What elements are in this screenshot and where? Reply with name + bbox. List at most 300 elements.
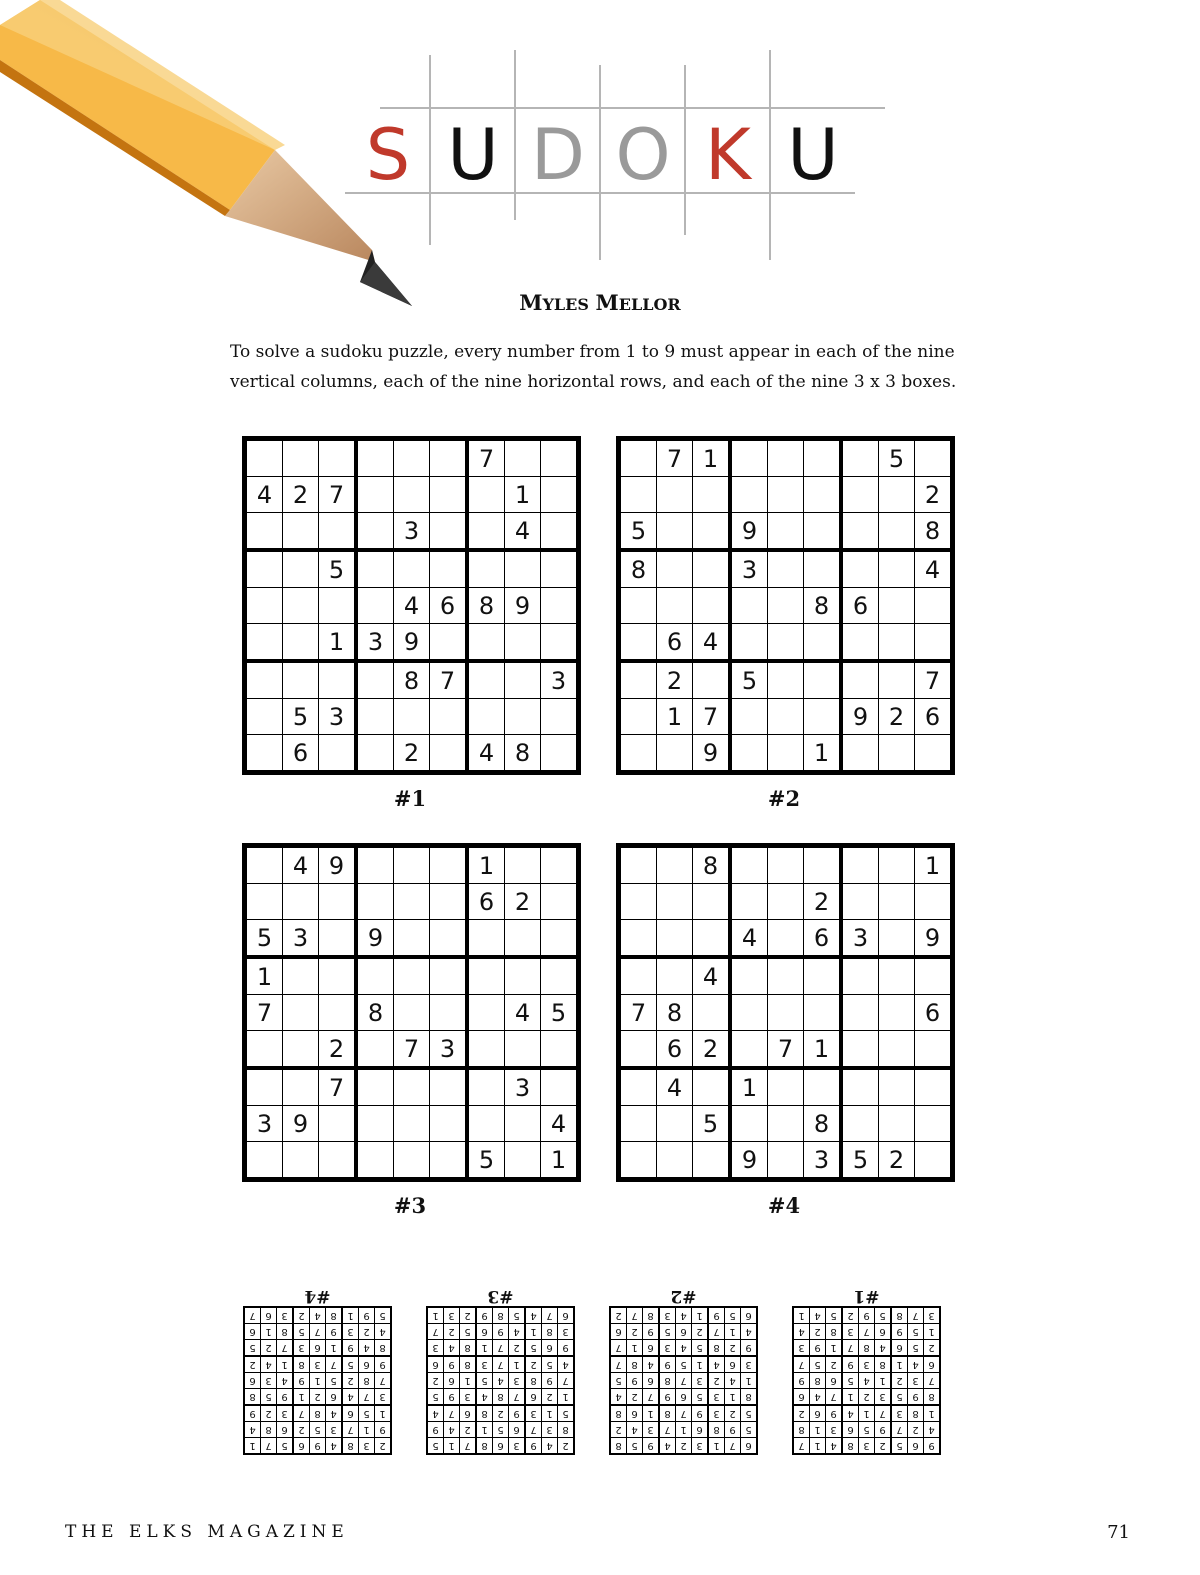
solution-cell-r9c4: 5 [509,1307,526,1324]
puzzle-cell-r8c7 [467,699,505,735]
puzzle-cell-r7c2 [283,661,319,699]
solution-cell-r9c8: 7 [627,1307,643,1324]
puzzle-cell-r2c7 [841,884,879,920]
solution-cell-r2c4: 3 [326,1422,343,1438]
puzzle-cell-r1c5 [768,441,804,477]
puzzle-cell-r6c6: 1 [804,1031,842,1069]
solution-cell-r1c6: 8 [842,1438,859,1455]
solution-cell-r6c5: 5 [676,1356,692,1373]
puzzle-cell-r3c6 [430,513,468,551]
solution-cell-r7c8: 1 [627,1340,643,1357]
puzzle-cell-r8c9 [915,1106,951,1142]
puzzle-cell-r1c4 [356,441,394,477]
solution-cell-r9c2: 9 [359,1307,375,1324]
solution-1 [792,1282,941,1455]
solution-cell-r5c5: 1 [310,1373,326,1389]
puzzle-cell-r2c1 [621,884,657,920]
solution-cell-r5c1: 7 [558,1373,575,1389]
solution-cell-r2c4: 6 [692,1422,709,1438]
solution-cell-r7c9: 5 [244,1340,261,1357]
puzzle-cell-r7c7 [841,1068,879,1106]
puzzle-cell-r5c1 [247,588,283,624]
puzzle-cell-r3c5 [394,920,430,958]
solution-cell-r8c9: 7 [427,1324,444,1340]
solution-cell-r4c8: 4 [810,1389,826,1406]
solution-cell-r6c2: 6 [725,1356,741,1373]
solution-cell-r2c2: 2 [908,1422,924,1438]
puzzle-cell-r5c3 [319,995,357,1031]
solution-cell-r7c8: 4 [444,1340,460,1357]
solution-cell-r2c5: 5 [859,1422,875,1438]
puzzle-cell-r1c5 [394,848,430,884]
solution-cell-r7c4: 2 [509,1340,526,1357]
puzzle-cell-r5c9: 5 [541,995,577,1031]
solution-cell-r4c3: 4 [342,1389,359,1406]
solution-cell-r9c6: 9 [476,1307,493,1324]
solution-label-4: #4 [304,1286,331,1306]
solution-cell-r8c7: 8 [826,1324,843,1340]
solution-cell-r4c1: 1 [558,1389,575,1406]
puzzle-cell-r7c3: 7 [319,1068,357,1106]
solution-cell-r3c1: 5 [741,1405,758,1422]
solution-cell-r1c4: 4 [326,1438,343,1455]
puzzle-cell-r8c3 [319,1106,357,1142]
solution-cell-r6c8: 4 [261,1356,277,1373]
puzzle-cell-r3c5 [768,513,804,551]
puzzle-cell-r4c1 [621,957,657,995]
solution-cell-r7c2: 4 [359,1340,375,1357]
solution-cell-r3c5: 8 [310,1405,326,1422]
solution-cell-r3c9: 4 [427,1405,444,1422]
puzzle-cell-r9c4 [730,735,768,771]
puzzle-cell-r5c3 [693,995,731,1031]
puzzle-label-3: #3 [393,1193,427,1218]
puzzle-cell-r5c9 [915,588,951,624]
puzzle-cell-r9c8 [879,735,915,771]
puzzle-cell-r2c4 [356,884,394,920]
puzzle-cell-r1c2 [657,848,693,884]
solution-cell-r6c1: 9 [375,1356,392,1373]
puzzle-cell-r5c4 [356,588,394,624]
puzzle-cell-r1c6 [430,848,468,884]
puzzle-cell-r4c9 [915,957,951,995]
title-letter-u2: U [787,114,839,196]
solution-cell-r4c6: 9 [659,1389,676,1406]
puzzle-cell-r8c2: 9 [283,1106,319,1142]
solution-cell-r1c7: 5 [277,1438,294,1455]
solution-cell-r1c4: 3 [692,1438,709,1455]
puzzle-cell-r5c2: 8 [657,995,693,1031]
puzzle-cell-r6c4 [730,624,768,662]
solution-cell-r8c8: 1 [261,1324,277,1340]
solution-cell-r3c6: 4 [842,1405,859,1422]
solution-cell-r2c3: 7 [342,1422,359,1438]
solution-cell-r1c5: 9 [310,1438,326,1455]
puzzle-cell-r6c4 [730,1031,768,1069]
solution-cell-r8c1: 3 [558,1324,575,1340]
puzzle-cell-r2c9 [541,477,577,513]
solution-cell-r5c4: 3 [509,1373,526,1389]
solution-cell-r2c9: 4 [244,1422,261,1438]
solution-cell-r3c5: 2 [493,1405,509,1422]
solution-cell-r8c6: 6 [476,1324,493,1340]
solution-cell-r9c3: 8 [891,1307,908,1324]
puzzle-cell-r7c6: 7 [430,661,468,699]
solution-cell-r8c8: 2 [810,1324,826,1340]
solution-cell-r4c1: 8 [741,1389,758,1406]
puzzle-cell-r6c9 [541,1031,577,1069]
puzzle-cell-r6c8 [505,624,541,662]
solution-cell-r1c7: 7 [460,1438,477,1455]
puzzle-cell-r9c3 [693,1142,731,1178]
puzzle-cell-r9c5 [768,735,804,771]
solution-cell-r7c7: 1 [826,1340,843,1357]
solution-cell-r6c8: 9 [444,1356,460,1373]
solution-cell-r8c3: 1 [525,1324,542,1340]
solution-cell-r6c5: 3 [310,1356,326,1373]
puzzle-cell-r4c6 [430,957,468,995]
puzzle-cell-r9c5: 2 [394,735,430,771]
solution-cell-r8c6: 5 [293,1324,310,1340]
puzzle-cell-r8c2 [657,1106,693,1142]
solution-cell-r4c5: 8 [493,1389,509,1406]
solution-cell-r1c2: 3 [359,1438,375,1455]
puzzle-cell-r7c7 [841,661,879,699]
puzzle-cell-r2c1 [621,477,657,513]
solution-cell-r2c7: 3 [826,1422,843,1438]
solution-cell-r5c9: 6 [244,1373,261,1389]
puzzle-cell-r6c9 [541,624,577,662]
title-letter-d: D [531,114,585,196]
solution-cell-r6c4: 1 [692,1356,709,1373]
solution-cell-r7c5: 7 [493,1340,509,1357]
solution-cell-r4c4: 7 [509,1389,526,1406]
solution-cell-r8c6: 3 [842,1324,859,1340]
solution-cell-r8c2: 8 [542,1324,558,1340]
puzzle-cell-r1c1 [247,441,283,477]
solution-cell-r6c9: 2 [244,1356,261,1373]
solution-cell-r8c3: 3 [342,1324,359,1340]
solution-cell-r8c5: 9 [493,1324,509,1340]
solution-cell-r6c4: 1 [509,1356,526,1373]
puzzle-cell-r3c9 [541,513,577,551]
puzzle-cell-r7c8 [879,1068,915,1106]
solution-cell-r3c2: 2 [725,1405,741,1422]
solution-cell-r3c8: 7 [444,1405,460,1422]
puzzle-cell-r2c9 [541,884,577,920]
solution-cell-r8c4: 9 [326,1324,343,1340]
solution-cell-r7c7: 7 [277,1340,294,1357]
solution-cell-r2c2: 3 [542,1422,558,1438]
puzzle-cell-r3c4: 9 [356,920,394,958]
puzzle-cell-r5c4 [730,588,768,624]
solution-cell-r5c3: 2 [891,1373,908,1389]
solution-cell-r7c4: 5 [692,1340,709,1357]
solution-cell-r1c5: 3 [859,1438,875,1455]
puzzle-cell-r9c8: 2 [879,1142,915,1178]
puzzle-cell-r4c2 [283,957,319,995]
solution-cell-r9c5: 4 [676,1307,692,1324]
puzzle-cell-r9c6: 1 [804,735,842,771]
solution-cell-r1c3: 5 [891,1438,908,1455]
puzzle-cell-r4c7 [841,957,879,995]
solution-cell-r3c9: 2 [793,1405,810,1422]
puzzle-cell-r4c4 [730,957,768,995]
solution-cell-r7c6: 1 [476,1340,493,1357]
puzzle-cell-r2c7 [841,477,879,513]
puzzle-cell-r7c8: 3 [505,1068,541,1106]
puzzle-cell-r7c3 [319,661,357,699]
puzzle-cell-r2c4 [730,477,768,513]
solution-cell-r7c6: 3 [659,1340,676,1357]
puzzle-cell-r2c9 [915,884,951,920]
puzzle-cell-r3c3 [319,920,357,958]
puzzle-cell-r2c8: 1 [505,477,541,513]
solution-cell-r3c7: 6 [460,1405,477,1422]
puzzle-cell-r7c5: 8 [394,661,430,699]
solution-cell-r4c2: 1 [725,1389,741,1406]
puzzle-cell-r5c6: 8 [804,588,842,624]
sudoku-title [340,45,890,265]
puzzle-cell-r1c7 [841,848,879,884]
solution-cell-r5c3: 2 [708,1373,725,1389]
solution-cell-r7c7: 6 [643,1340,660,1357]
puzzle-cell-r3c1: 5 [621,513,657,551]
solution-cell-r2c7: 3 [643,1422,660,1438]
puzzle-cell-r5c8: 9 [505,588,541,624]
puzzle-cell-r3c6 [430,920,468,958]
solution-cell-r1c9: 1 [244,1438,261,1455]
puzzle-cell-r8c7 [841,1106,879,1142]
puzzle-cell-r5c1: 7 [621,995,657,1031]
puzzle-cell-r7c4: 5 [730,661,768,699]
solution-cell-r5c1: 1 [741,1373,758,1389]
solution-cell-r2c8: 1 [810,1422,826,1438]
puzzle-cell-r7c5 [394,1068,430,1106]
puzzle-cell-r4c4 [356,550,394,588]
puzzle-cell-r2c2 [657,884,693,920]
solution-cell-r6c8: 8 [627,1356,643,1373]
solution-cell-r1c6: 8 [476,1438,493,1455]
puzzle-cell-r1c9 [915,441,951,477]
author-byline: MYLES MELLOR [519,290,681,315]
solution-cell-r6c6: 9 [842,1356,859,1373]
puzzle-cell-r4c2 [657,550,693,588]
solution-cell-r6c3: 4 [708,1356,725,1373]
solution-cell-r5c5: 4 [493,1373,509,1389]
puzzle-cell-r4c5 [768,957,804,995]
puzzle-cell-r4c8 [879,957,915,995]
puzzle-cell-r1c1 [621,848,657,884]
puzzle-cell-r5c6 [804,995,842,1031]
puzzle-cell-r2c5 [768,477,804,513]
puzzle-cell-r5c5 [394,995,430,1031]
solution-cell-r2c9: 2 [610,1422,627,1438]
puzzle-cell-r6c1 [247,624,283,662]
solution-cell-r8c3: 9 [891,1324,908,1340]
puzzle-cell-r2c5 [768,884,804,920]
solution-cell-r6c6: 9 [659,1356,676,1373]
puzzle-cell-r1c6 [804,848,842,884]
puzzle-cell-r8c9: 4 [541,1106,577,1142]
puzzle-label-1: #1 [393,786,427,811]
solution-cell-r1c6: 4 [659,1438,676,1455]
puzzle-cell-r3c9 [541,920,577,958]
puzzle-cell-r9c5 [394,1142,430,1178]
solution-cell-r6c4: 7 [326,1356,343,1373]
solution-cell-r4c3: 5 [891,1389,908,1406]
solution-cell-r3c4: 9 [692,1405,709,1422]
puzzle-cell-r1c7: 1 [467,848,505,884]
solution-cell-r8c9: 6 [610,1324,627,1340]
solution-cell-r5c6: 5 [476,1373,493,1389]
solution-cell-r4c1: 8 [924,1389,941,1406]
puzzle-cell-r4c8 [505,550,541,588]
puzzle-cell-r9c1 [621,1142,657,1178]
solution-cell-r1c1: 9 [924,1438,941,1455]
puzzle-cell-r2c2 [283,884,319,920]
puzzle-cell-r7c2 [283,1068,319,1106]
puzzle-cell-r5c5 [768,588,804,624]
solution-cell-r2c4: 9 [875,1422,892,1438]
puzzle-cell-r8c2: 5 [283,699,319,735]
puzzle-cell-r9c1 [621,735,657,771]
puzzle-cell-r7c5 [768,661,804,699]
puzzle-cell-r1c4 [356,848,394,884]
solution-cell-r4c3: 3 [708,1389,725,1406]
puzzle-cell-r4c3: 4 [693,957,731,995]
solution-cell-r3c7: 9 [826,1405,843,1422]
solution-cell-r9c8: 6 [261,1307,277,1324]
puzzle-cell-r2c3 [693,477,731,513]
solution-cell-r2c3: 7 [891,1422,908,1438]
puzzle-cell-r5c2 [283,995,319,1031]
solution-cell-r7c2: 5 [908,1340,924,1357]
puzzle-cell-r7c2: 4 [657,1068,693,1106]
solution-cell-r2c4: 6 [509,1422,526,1438]
puzzle-cell-r3c1 [247,513,283,551]
puzzle-cell-r9c1 [247,1142,283,1178]
solution-cell-r3c5: 1 [859,1405,875,1422]
solution-cell-r8c1: 4 [375,1324,392,1340]
solution-cell-r6c1: 3 [741,1356,758,1373]
solution-cell-r3c3: 3 [708,1405,725,1422]
puzzle-cell-r3c3 [693,920,731,958]
solution-cell-r8c4: 2 [692,1324,709,1340]
solution-cell-r7c1: 9 [741,1340,758,1357]
solution-cell-r2c1: 5 [741,1422,758,1438]
solution-cell-r8c2: 1 [725,1324,741,1340]
solution-cell-r8c7: 8 [277,1324,294,1340]
puzzle-cell-r3c3 [693,513,731,551]
puzzle-cell-r7c2: 2 [657,661,693,699]
puzzle-cell-r6c1 [621,624,657,662]
puzzle-cell-r7c7 [467,1068,505,1106]
puzzle-cell-r1c9 [541,441,577,477]
puzzle-cell-r1c6 [430,441,468,477]
solution-cell-r6c5: 7 [493,1356,509,1373]
solution-cell-r2c8: 4 [444,1422,460,1438]
puzzle-cell-r4c7 [467,550,505,588]
solution-cell-r5c2: 9 [542,1373,558,1389]
puzzle-cell-r8c5 [394,699,430,735]
puzzle-cell-r8c6 [430,699,468,735]
puzzle-cell-r5c3 [693,588,731,624]
puzzle-cell-r5c7 [841,995,879,1031]
puzzle-cell-r9c4 [356,1142,394,1178]
solution-cell-r1c5: 6 [493,1438,509,1455]
puzzle-cell-r8c4 [730,699,768,735]
puzzle-cell-r6c5: 9 [394,624,430,662]
solution-cell-r2c5: 1 [676,1422,692,1438]
puzzle-cell-r1c6 [804,441,842,477]
puzzle-cell-r1c9 [541,848,577,884]
puzzle-cell-r6c5 [768,624,804,662]
puzzle-cell-r2c8: 2 [505,884,541,920]
solution-cell-r4c7: 3 [460,1389,477,1406]
puzzle-cell-r9c7: 4 [467,735,505,771]
solution-cell-r1c3: 1 [708,1438,725,1455]
solution-cell-r5c8: 9 [627,1373,643,1389]
puzzle-cell-r2c6 [430,477,468,513]
puzzle-cell-r9c8: 8 [505,735,541,771]
solution-cell-r6c7: 1 [277,1356,294,1373]
puzzle-cell-r9c6: 3 [804,1142,842,1178]
puzzle-cell-r7c4: 1 [730,1068,768,1106]
solution-cell-r4c5: 2 [859,1389,875,1406]
puzzle-cell-r1c7 [841,441,879,477]
puzzle-cell-r3c8: 4 [505,513,541,551]
solution-cell-r7c1: 9 [558,1340,575,1357]
solution-cell-r9c7: 3 [277,1307,294,1324]
puzzle-cell-r2c2: 2 [283,477,319,513]
puzzle-cell-r5c6 [430,995,468,1031]
solution-cell-r9c3: 4 [525,1307,542,1324]
solution-cell-r7c9: 7 [610,1340,627,1357]
solution-cell-r3c3: 3 [891,1405,908,1422]
puzzle-cell-r3c8 [879,513,915,551]
puzzle-cell-r5c3 [319,588,357,624]
puzzle-cell-r6c3: 1 [319,624,357,662]
puzzle-cell-r1c5 [394,441,430,477]
puzzle-cell-r5c5 [768,995,804,1031]
puzzle-cell-r7c6 [804,661,842,699]
intro-paragraph: To solve a sudoku puzzle, every number from 1 to 9 must appear in each of the nine vertical columns, each of the nine horizontal rows, and each of the nine 3 x 3 boxes. [230,342,957,392]
puzzle-cell-r4c7 [841,550,879,588]
solution-cell-r5c7: 4 [277,1373,294,1389]
solution-cell-r3c8: 6 [810,1405,826,1422]
solution-cell-r4c7: 7 [826,1389,843,1406]
solution-cell-r4c4: 5 [692,1389,709,1406]
solution-cell-r5c6: 5 [842,1373,859,1389]
puzzle-cell-r3c7: 3 [841,920,879,958]
puzzle-cell-r6c9 [915,624,951,662]
puzzle-cell-r8c8 [505,699,541,735]
solution-cell-r5c8: 8 [810,1373,826,1389]
puzzle-label-2: #2 [767,786,801,811]
solution-cell-r6c1: 4 [558,1356,575,1373]
puzzle-cell-r7c1 [247,661,283,699]
puzzle-cell-r6c3: 2 [693,1031,731,1069]
puzzle-cell-r4c1: 1 [247,957,283,995]
puzzle-cell-r2c3 [319,884,357,920]
solution-cell-r5c7: 6 [826,1373,843,1389]
solution-cell-r2c1: 4 [924,1422,941,1438]
puzzle-cell-r6c8 [879,624,915,662]
solution-cell-r3c3: 6 [342,1405,359,1422]
solution-cell-r5c3: 8 [525,1373,542,1389]
solution-cell-r3c9: 9 [244,1405,261,1422]
